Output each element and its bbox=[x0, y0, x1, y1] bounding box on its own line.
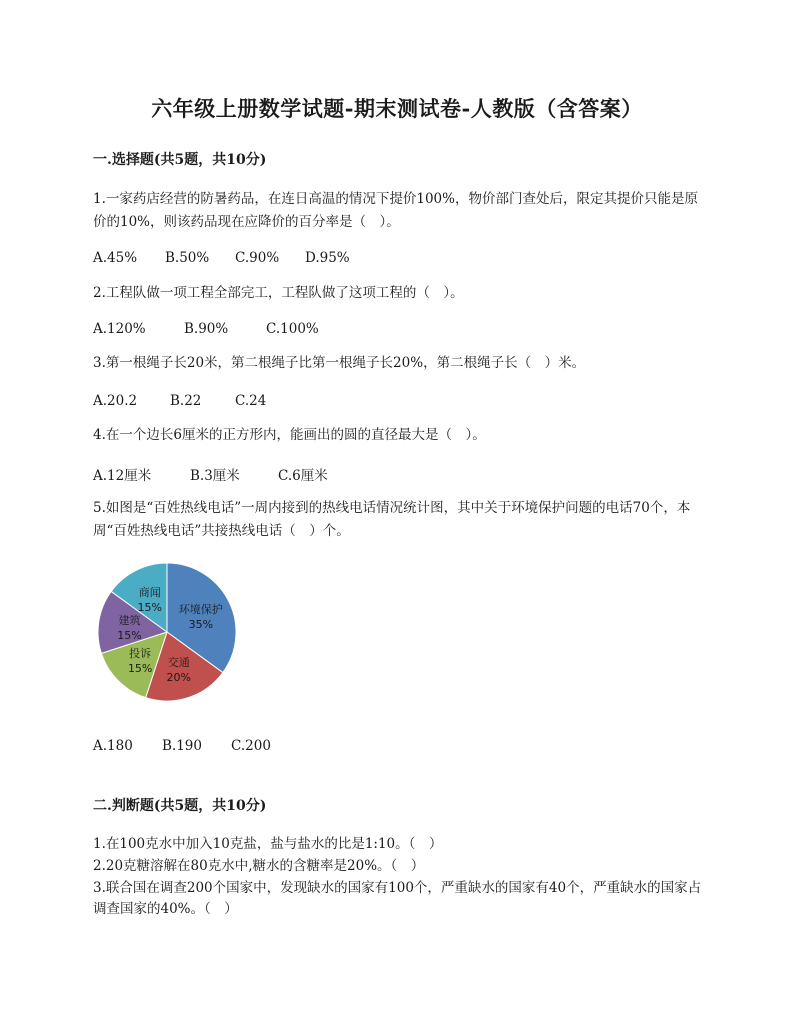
pie-slice-percent: 15% bbox=[117, 629, 142, 643]
option-a: A.120% bbox=[93, 321, 146, 337]
pie-slice-label: 环境保护 bbox=[178, 602, 223, 616]
option-b: B.190 bbox=[162, 738, 202, 754]
pie-slice-label: 建筑 bbox=[118, 614, 141, 628]
option-d: D.95% bbox=[305, 250, 350, 266]
question-3: 3.第一根绳子长20米，第二根绳子比第一根绳子长20%，第二根绳子长（ ）米。 bbox=[93, 355, 586, 371]
judge-question-3: 3.联合国在调查200个国家中，发现缺水的国家有100个，严重缺水的国家有40个，严重缺水的国家占调查国家的40%。（ ） bbox=[93, 880, 702, 917]
pie-slice-label: 投诉 bbox=[129, 646, 152, 660]
option-b: B.22 bbox=[170, 393, 202, 409]
question-4: 4.在一个边长6厘米的正方形内，能画出的圆的直径最大是（ ）。 bbox=[93, 427, 486, 443]
pie-slice-percent: 15% bbox=[127, 661, 153, 675]
pie-chart bbox=[96, 561, 238, 703]
page-title: 六年级上册数学试题-期末测试卷-人教版（含答案） bbox=[151, 96, 643, 121]
option-c: C.24 bbox=[235, 393, 267, 409]
option-b: B.3厘米 bbox=[190, 468, 240, 484]
judge-question-1: 1.在100克水中加入10克盐，盐与盐水的比是1:10。（ ） bbox=[93, 836, 443, 852]
option-b: B.50% bbox=[165, 250, 210, 266]
option-a: A.20.2 bbox=[93, 393, 138, 409]
question-1-options bbox=[93, 250, 350, 266]
option-a: A.180 bbox=[93, 738, 133, 754]
question-1: 1.一家药店经营的防暑药品，在连日高温的情况下提价100%，物价部门查处后，限定其提价只能是原价的10%，则该药品现在应降价的百分率是（ ）。 bbox=[93, 191, 698, 230]
section-heading-choice: 一.选择题(共5题，共10分) bbox=[93, 152, 267, 168]
option-a: A.45% bbox=[93, 250, 138, 266]
question-5-options bbox=[93, 738, 271, 754]
question-3-options bbox=[93, 393, 266, 409]
option-c: C.90% bbox=[235, 250, 280, 266]
question-2-options bbox=[93, 321, 319, 337]
option-c: C.6厘米 bbox=[278, 468, 328, 484]
option-b: B.90% bbox=[184, 321, 229, 337]
question-4-options bbox=[93, 464, 328, 484]
pie-slice-label: 交通 bbox=[167, 656, 190, 670]
question-2: 2.工程队做一项工程全部完工，工程队做了这项工程的（ ）。 bbox=[93, 285, 464, 301]
pie-slice-percent: 20% bbox=[166, 671, 191, 685]
option-c: C.100% bbox=[266, 321, 319, 337]
option-a: A.12厘米 bbox=[93, 468, 152, 484]
option-c: C.200 bbox=[231, 738, 271, 754]
pie-slice-label: 商闻 bbox=[138, 586, 161, 600]
judge-question-2: 2.20克糖溶解在80克水中,糖水的含糖率是20%。（ ） bbox=[93, 858, 425, 874]
pie-slice-percent: 15% bbox=[137, 601, 162, 615]
question-5: 5.如图是“百姓热线电话”一周内接到的热线电话情况统计图，其中关于环境保护问题的电话70个，本周“百姓热线电话”共接热线电话（ ）个。 bbox=[93, 500, 691, 539]
pie-slice-percent: 35% bbox=[188, 617, 214, 631]
section-heading-judge: 二.判断题(共5题，共10分) bbox=[93, 798, 267, 814]
